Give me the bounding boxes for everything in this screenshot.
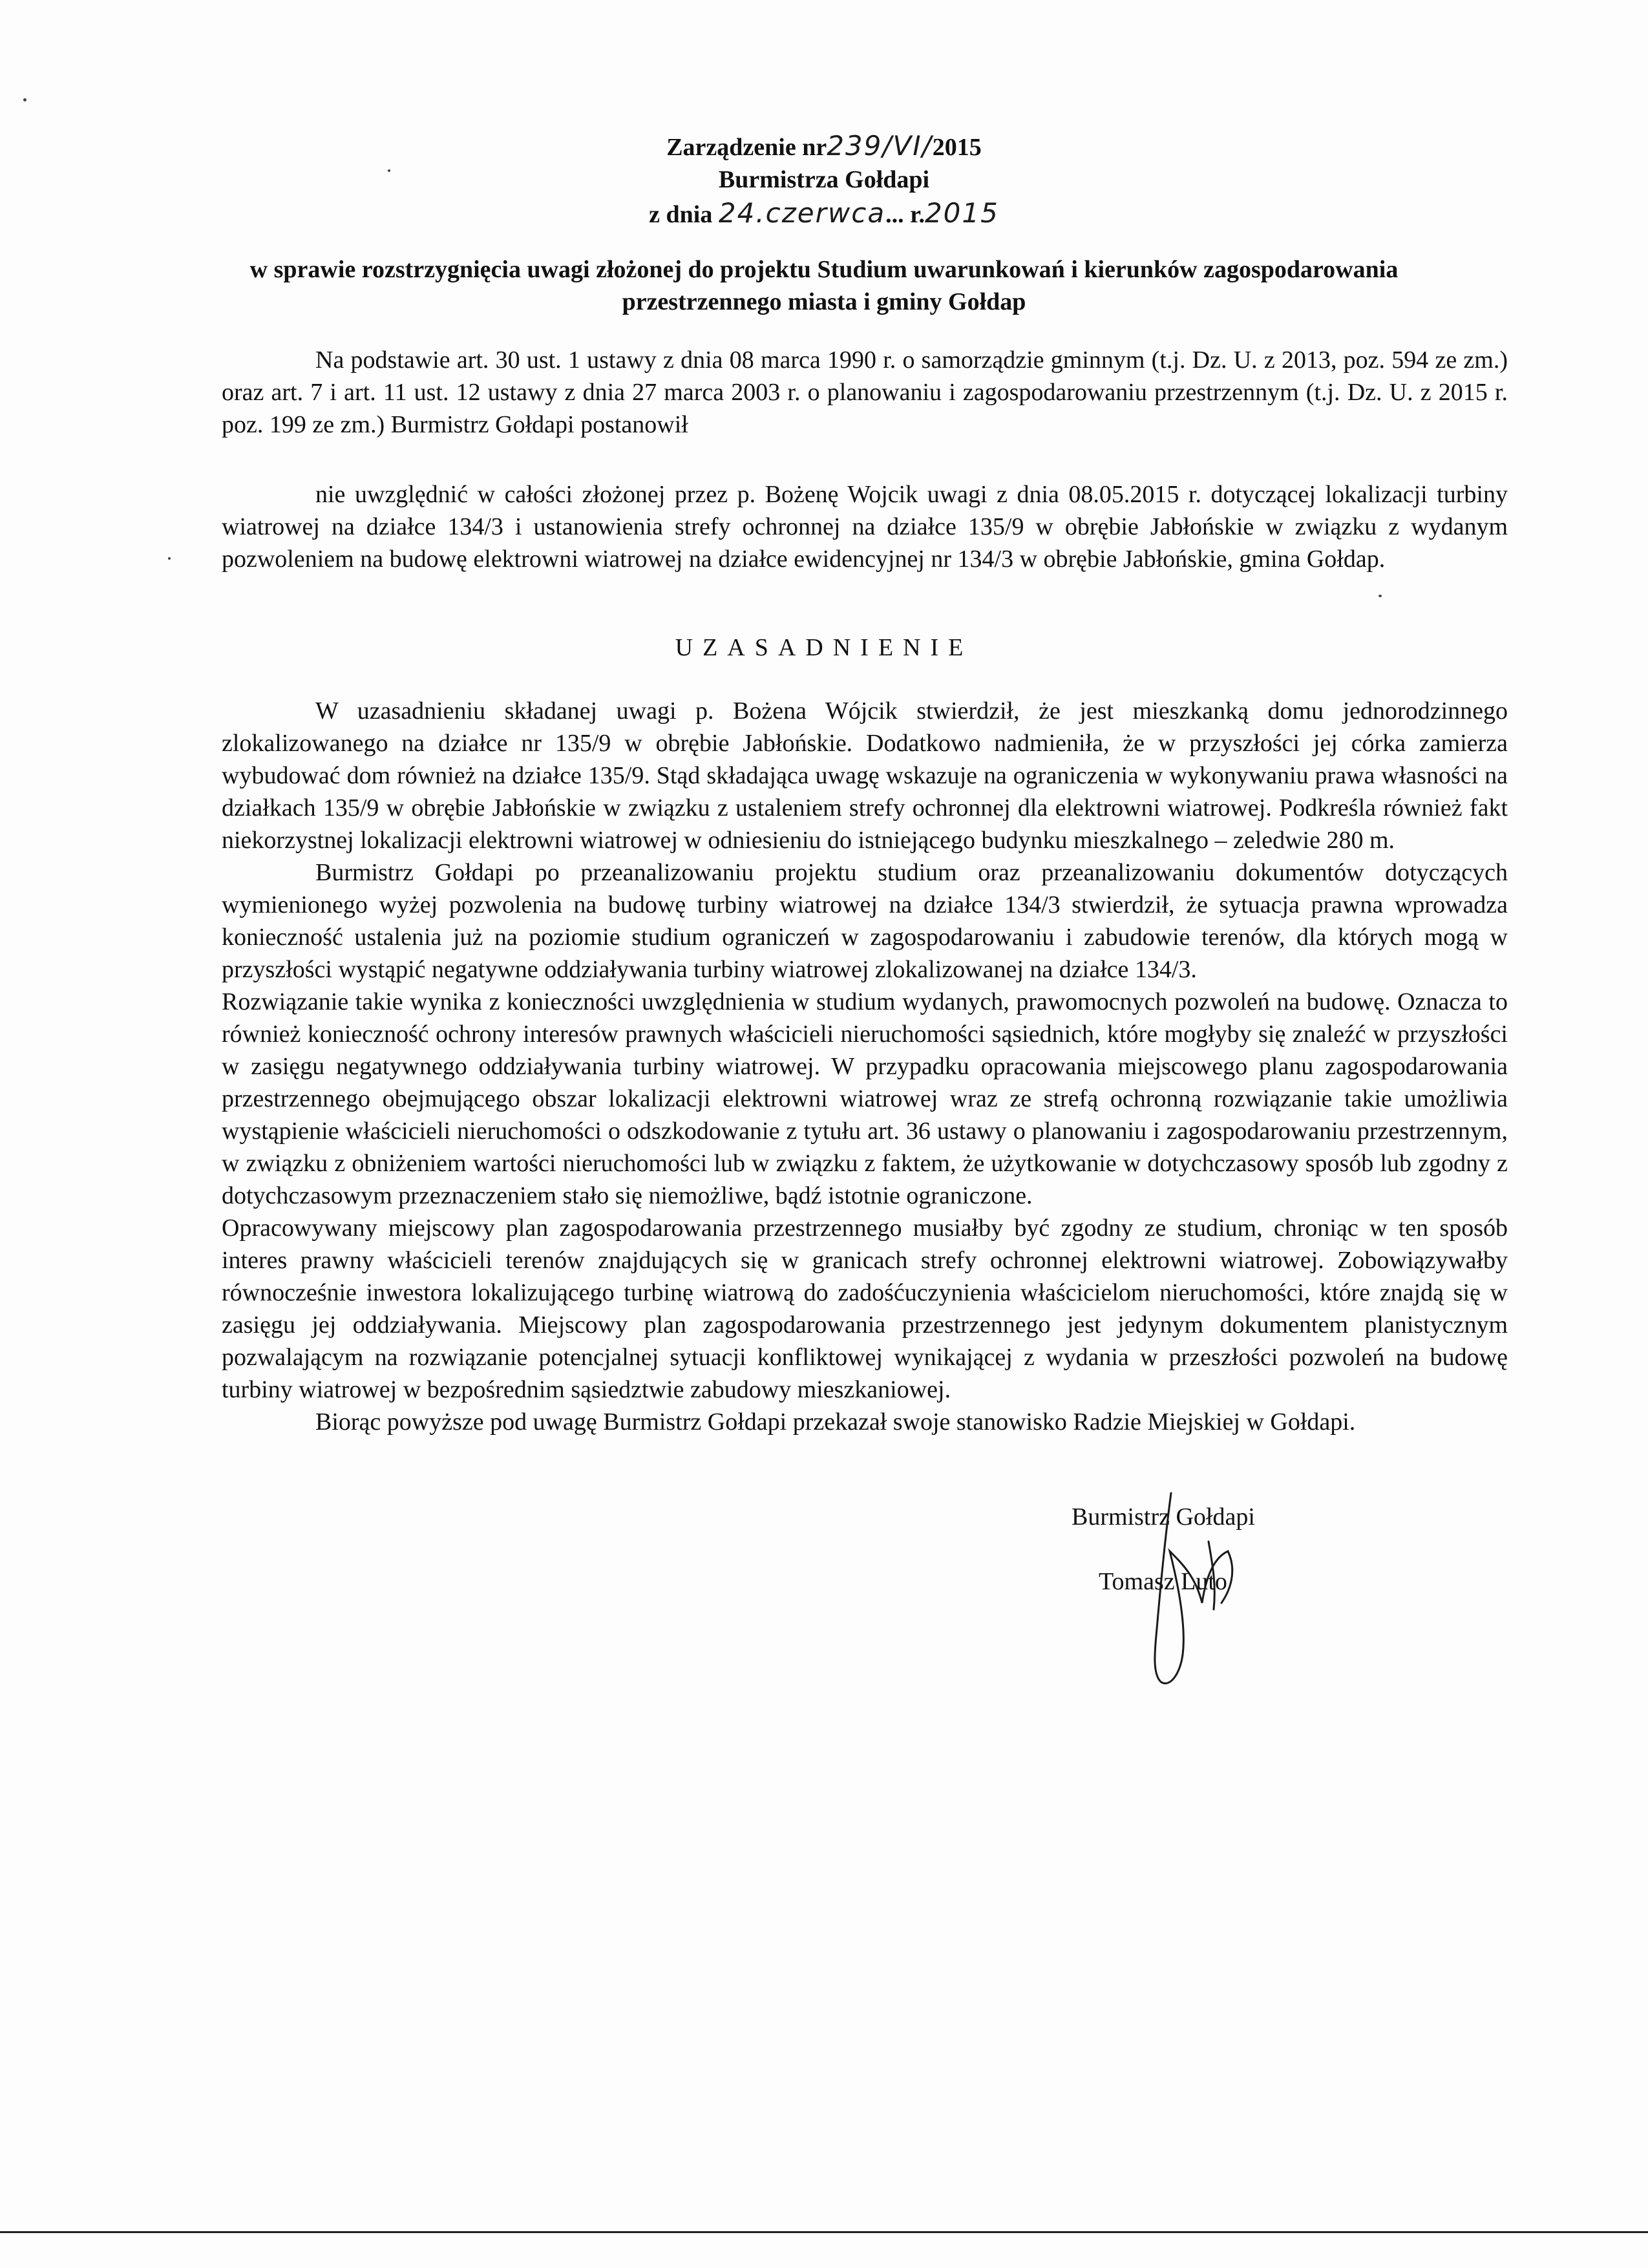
scan-speck — [23, 98, 26, 101]
decision-paragraph: nie uwzględnić w całości złożonej przez p. Bożenę Wojcik uwagi z dnia 08.05.2015 r. dotyczącej lokalizacji turbiny wiatrowej na działce 134/3 i ustanowienia strefy ochronnej na działce 135/9 w obrębie Jabłońskie w związku z wydanym pozwoleniem na budowę elektrowni wiatrowej na działce ewidencyjnej nr 134/3 w obrębie Jabłońskie, gmina Gołdap. — [222, 481, 1508, 573]
document-subject: w sprawie rozstrzygnięcia uwagi złożonej do projektu Studium uwarunkowań i kierunków zagospodarowania przestrzennego miasta i gminy Gołdap — [249, 256, 1399, 315]
justification-paragraph: W uzasadnieniu składanej uwagi p. Bożena Wójcik stwierdził, że jest mieszkanką domu jednorodzinnego zlokalizowanego na działce nr 135/9 w obrębie Jabłońskie. Dodatkowo nadmieniła, że w przyszłości jej córka zamierza wybudować dom również na działce 135/9. Stąd składająca uwagę wskazuje na ograniczenia w wykonywaniu prawa własności na działkach 135/9 w obrębie Jabłońskie w związku z ustaleniem strefy ochronnej dla elektrowni wiatrowej. Podkreśla również fakt niekorzystnej lokalizacji elektrowni wiatrowej w odniesieniu do istniejącego budynku mieszkalnego – zeledwie 280 m. — [222, 697, 1508, 854]
justification-body — [222, 695, 1508, 1438]
issuer-line: Burmistrza Gołdapi — [718, 166, 930, 193]
handwritten-order-number: 239/VI/ — [827, 130, 933, 162]
justification-paragraph: Burmistrz Gołdapi po przeanalizowaniu projektu studium oraz przeanalizowaniu dokumentów dotyczących wymienionego wyżej pozwolenia na budowę turbiny wiatrowej na działce 134/3 stwierdził, że sytuacja prawna wprowadza konieczność ustalenia już na poziomie studium ograniczeń w zagospodarowaniu i zabudowie terenów, dla których mogą w przyszłości wystąpić negatywne oddziaływania turbiny wiatrowej zlokalizowanej na działce 134/3. — [222, 859, 1508, 983]
handwritten-year: 2015 — [924, 197, 999, 229]
justification-heading: UZASADNIENIE — [675, 634, 973, 661]
date-line: z dnia 24.czerwca... r.2015 — [649, 197, 999, 229]
order-title: Zarządzenie nr239/VI/2015 — [666, 130, 982, 162]
justification-paragraph: Rozwiązanie takie wynika z konieczności uwzględnienia w studium wydanych, prawomocnych pozwoleń na budowę. Oznacza to również konieczność ochrony interesów prawnych właścicieli nieruchomości sąsiednich, które mogłyby się znaleźć w przyszłości w zasięgu negatywnego oddziaływania turbiny wiatrowej. W przypadku opracowania miejscowego planu zagospodarowania przestrzennego obejmującego obszar lokalizacji elektrowni wiatrowej wraz ze strefą ochronną rozwiązanie takie umożliwia wystąpienie właścicieli nieruchomości o odszkodowanie z tytułu art. 36 ustawy o planowaniu i zagospodarowaniu przestrzennym, w związku z obniżeniem wartości nieruchomości lub w związku z faktem, że użytkowanie w dotychczasowy sposób lub zgodny z dotychczasowym przeznaczeniem stało się niemożliwe, bądź istotnie ograniczone. — [222, 988, 1508, 1209]
legal-basis-paragraph: Na podstawie art. 30 ust. 1 ustawy z dnia 08 marca 1990 r. o samorządzie gminnym (t.j. Dz. U. z 2013, poz. 594 ze zm.) oraz art. 7 i art. 11 ust. 12 ustawy z dnia 27 marca 2003 r. o planowaniu i zagospodarowaniu przestrzennym (t.j. Dz. U. z 2015 r. poz. 199 ze zm.) Burmistrz Gołdapi postanowił — [222, 346, 1508, 438]
handwritten-date: 24.czerwca — [718, 197, 886, 229]
handwritten-signature — [1099, 1480, 1267, 1700]
justification-paragraph: Opracowywany miejscowy plan zagospodarowania przestrzennego musiałby być zgodny ze studium, chroniąc w ten sposób interes prawny właścicieli terenów znajdujących się w granicach strefy ochronnej elektrowni wiatrowej. Zobowiązywałby równocześnie inwestora lokalizującego turbinę wiatrową do zadośćuczynienia właścicielom nieruchomości, które znajdą się w zasięgu jej oddziaływania. Miejscowy plan zagospodarowania przestrzennego jest jedynym dokumentem planistycznym pozwalającym na rozwiązanie potencjalnej sytuacji konfliktowej wynikającej z wydania w przeszłości pozwoleń na budowę turbiny wiatrowej w bezpośrednim sąsiedztwie zabudowy mieszkaniowej. — [222, 1214, 1508, 1403]
scan-edge-line — [0, 2231, 1648, 2233]
signatory-name: Tomasz Luto — [1099, 1568, 1227, 1595]
scan-speck — [168, 557, 171, 560]
signatory-title: Burmistrz Gołdapi — [1072, 1503, 1255, 1531]
justification-paragraph: Biorąc powyższe pod uwagę Burmistrz Gołdapi przekazał swoje stanowisko Radzie Miejskiej w Gołdapi. — [315, 1408, 1356, 1436]
scan-speck — [388, 169, 390, 172]
scan-speck — [1379, 595, 1382, 597]
